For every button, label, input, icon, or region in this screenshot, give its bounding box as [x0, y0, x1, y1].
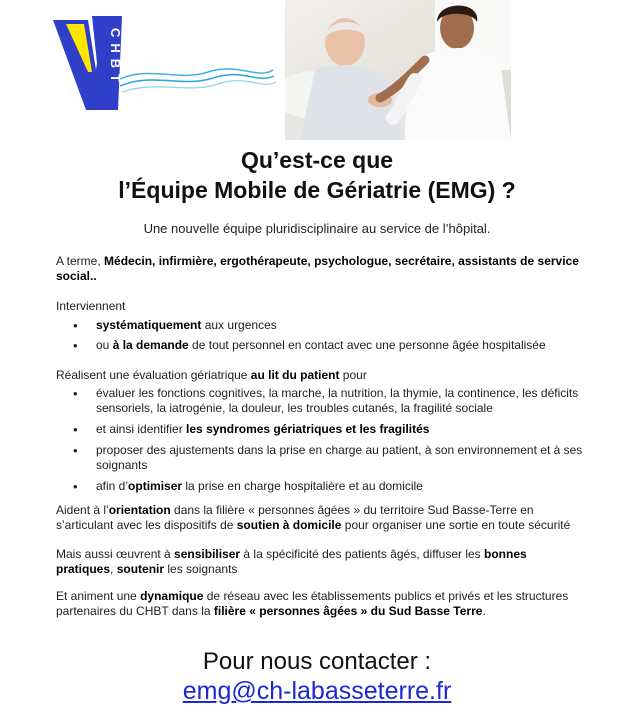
para-bold: dynamique: [140, 589, 204, 603]
nurse-with-elderly-patient-photo: [285, 0, 511, 140]
para-text: Aident à l’: [56, 503, 109, 517]
item-text: la prise en charge hospitalière et au domicile: [182, 479, 423, 493]
para-bold: sensibiliser: [174, 547, 241, 561]
item-text: de tout personnel en contact avec une personne âgée hospitalisée: [188, 338, 546, 352]
evaluation-list: [56, 386, 586, 494]
para-text: Mais aussi œuvrent à: [56, 547, 175, 561]
para-bold: bonnes pratiques: [56, 547, 527, 576]
para-bold: soutenir: [116, 562, 165, 576]
logo-text: CHBT: [108, 28, 123, 89]
subtitle: Une nouvelle équipe pluridisciplinaire au service de l’hôpital.: [143, 221, 491, 236]
list-item: [56, 386, 586, 416]
para-bold: filière « personnes âgées » du Sud Basse Terre: [213, 604, 483, 618]
reseau-paragraph: [56, 589, 586, 619]
heading-bold: au lit du patient: [250, 368, 340, 382]
item-bold: les syndromes gériatriques et les fragilités: [186, 422, 430, 436]
para-text: Et animent une: [56, 589, 141, 603]
para-bold: orientation: [108, 503, 171, 517]
list-item: [56, 479, 586, 494]
team-prefix: A terme,: [56, 254, 105, 268]
para-text: de réseau avec les établissements publics et privés et les structures partenaires du CHBT dans la: [56, 589, 569, 618]
para-bold: soutien à domicile: [236, 518, 342, 532]
contact-email-link[interactable]: emg@ch-labasseterre.fr: [182, 677, 452, 705]
evaluation-heading: [56, 368, 586, 383]
contact-title: Pour nous contacter :: [202, 648, 432, 675]
list-item: [56, 318, 586, 333]
intervene-list: [56, 318, 586, 353]
orientation-paragraph: [56, 503, 586, 533]
item-bold: systématiquement: [96, 318, 202, 332]
item-text: évaluer les fonctions cognitives, la marche, la nutrition, la thymie, la continence, les déficits sensoriels, la iatrogénie, la douleur, les troubles cutanés, la fragilité sociale: [96, 386, 579, 415]
page-title-line2: l’Équipe Mobile de Gériatrie (EMG) ?: [118, 177, 516, 203]
chbt-logo: [48, 10, 278, 120]
list-item: [56, 422, 586, 437]
item-text: proposer des ajustements dans la prise en charge au patient, à son environnement et à ses soignants: [96, 443, 583, 472]
para-text: à la spécificité des patients âgés, diffuser les: [240, 547, 485, 561]
item-text: afin d’: [96, 479, 129, 493]
para-text: dans la filière « personnes âgées » du territoire Sud Basse-Terre en s’articulant avec les dispositifs de: [56, 503, 534, 532]
team-members: Médecin, infirmière, ergothérapeute, psychologue, secrétaire, assistants de service social..: [56, 254, 579, 283]
para-text: les soignants: [164, 562, 238, 576]
list-item: [56, 338, 586, 353]
item-text: et ainsi identifier: [96, 422, 187, 436]
para-text: ,: [110, 562, 117, 576]
heading-text: Réalisent une évaluation gériatrique: [56, 368, 251, 382]
heading-text: pour: [339, 368, 367, 382]
item-bold: optimiser: [128, 479, 183, 493]
intervene-heading: Interviennent: [56, 299, 126, 313]
item-text: aux urgences: [201, 318, 277, 332]
sensibiliser-paragraph: [56, 547, 586, 577]
item-text: ou: [96, 338, 113, 352]
team-paragraph: [56, 254, 586, 284]
item-bold: à la demande: [112, 338, 189, 352]
list-item: [56, 443, 586, 473]
para-text: .: [482, 604, 486, 618]
page-title-line1: Qu’est-ce que: [240, 147, 394, 173]
para-text: pour organiser une sortie en toute sécurité: [341, 518, 571, 532]
